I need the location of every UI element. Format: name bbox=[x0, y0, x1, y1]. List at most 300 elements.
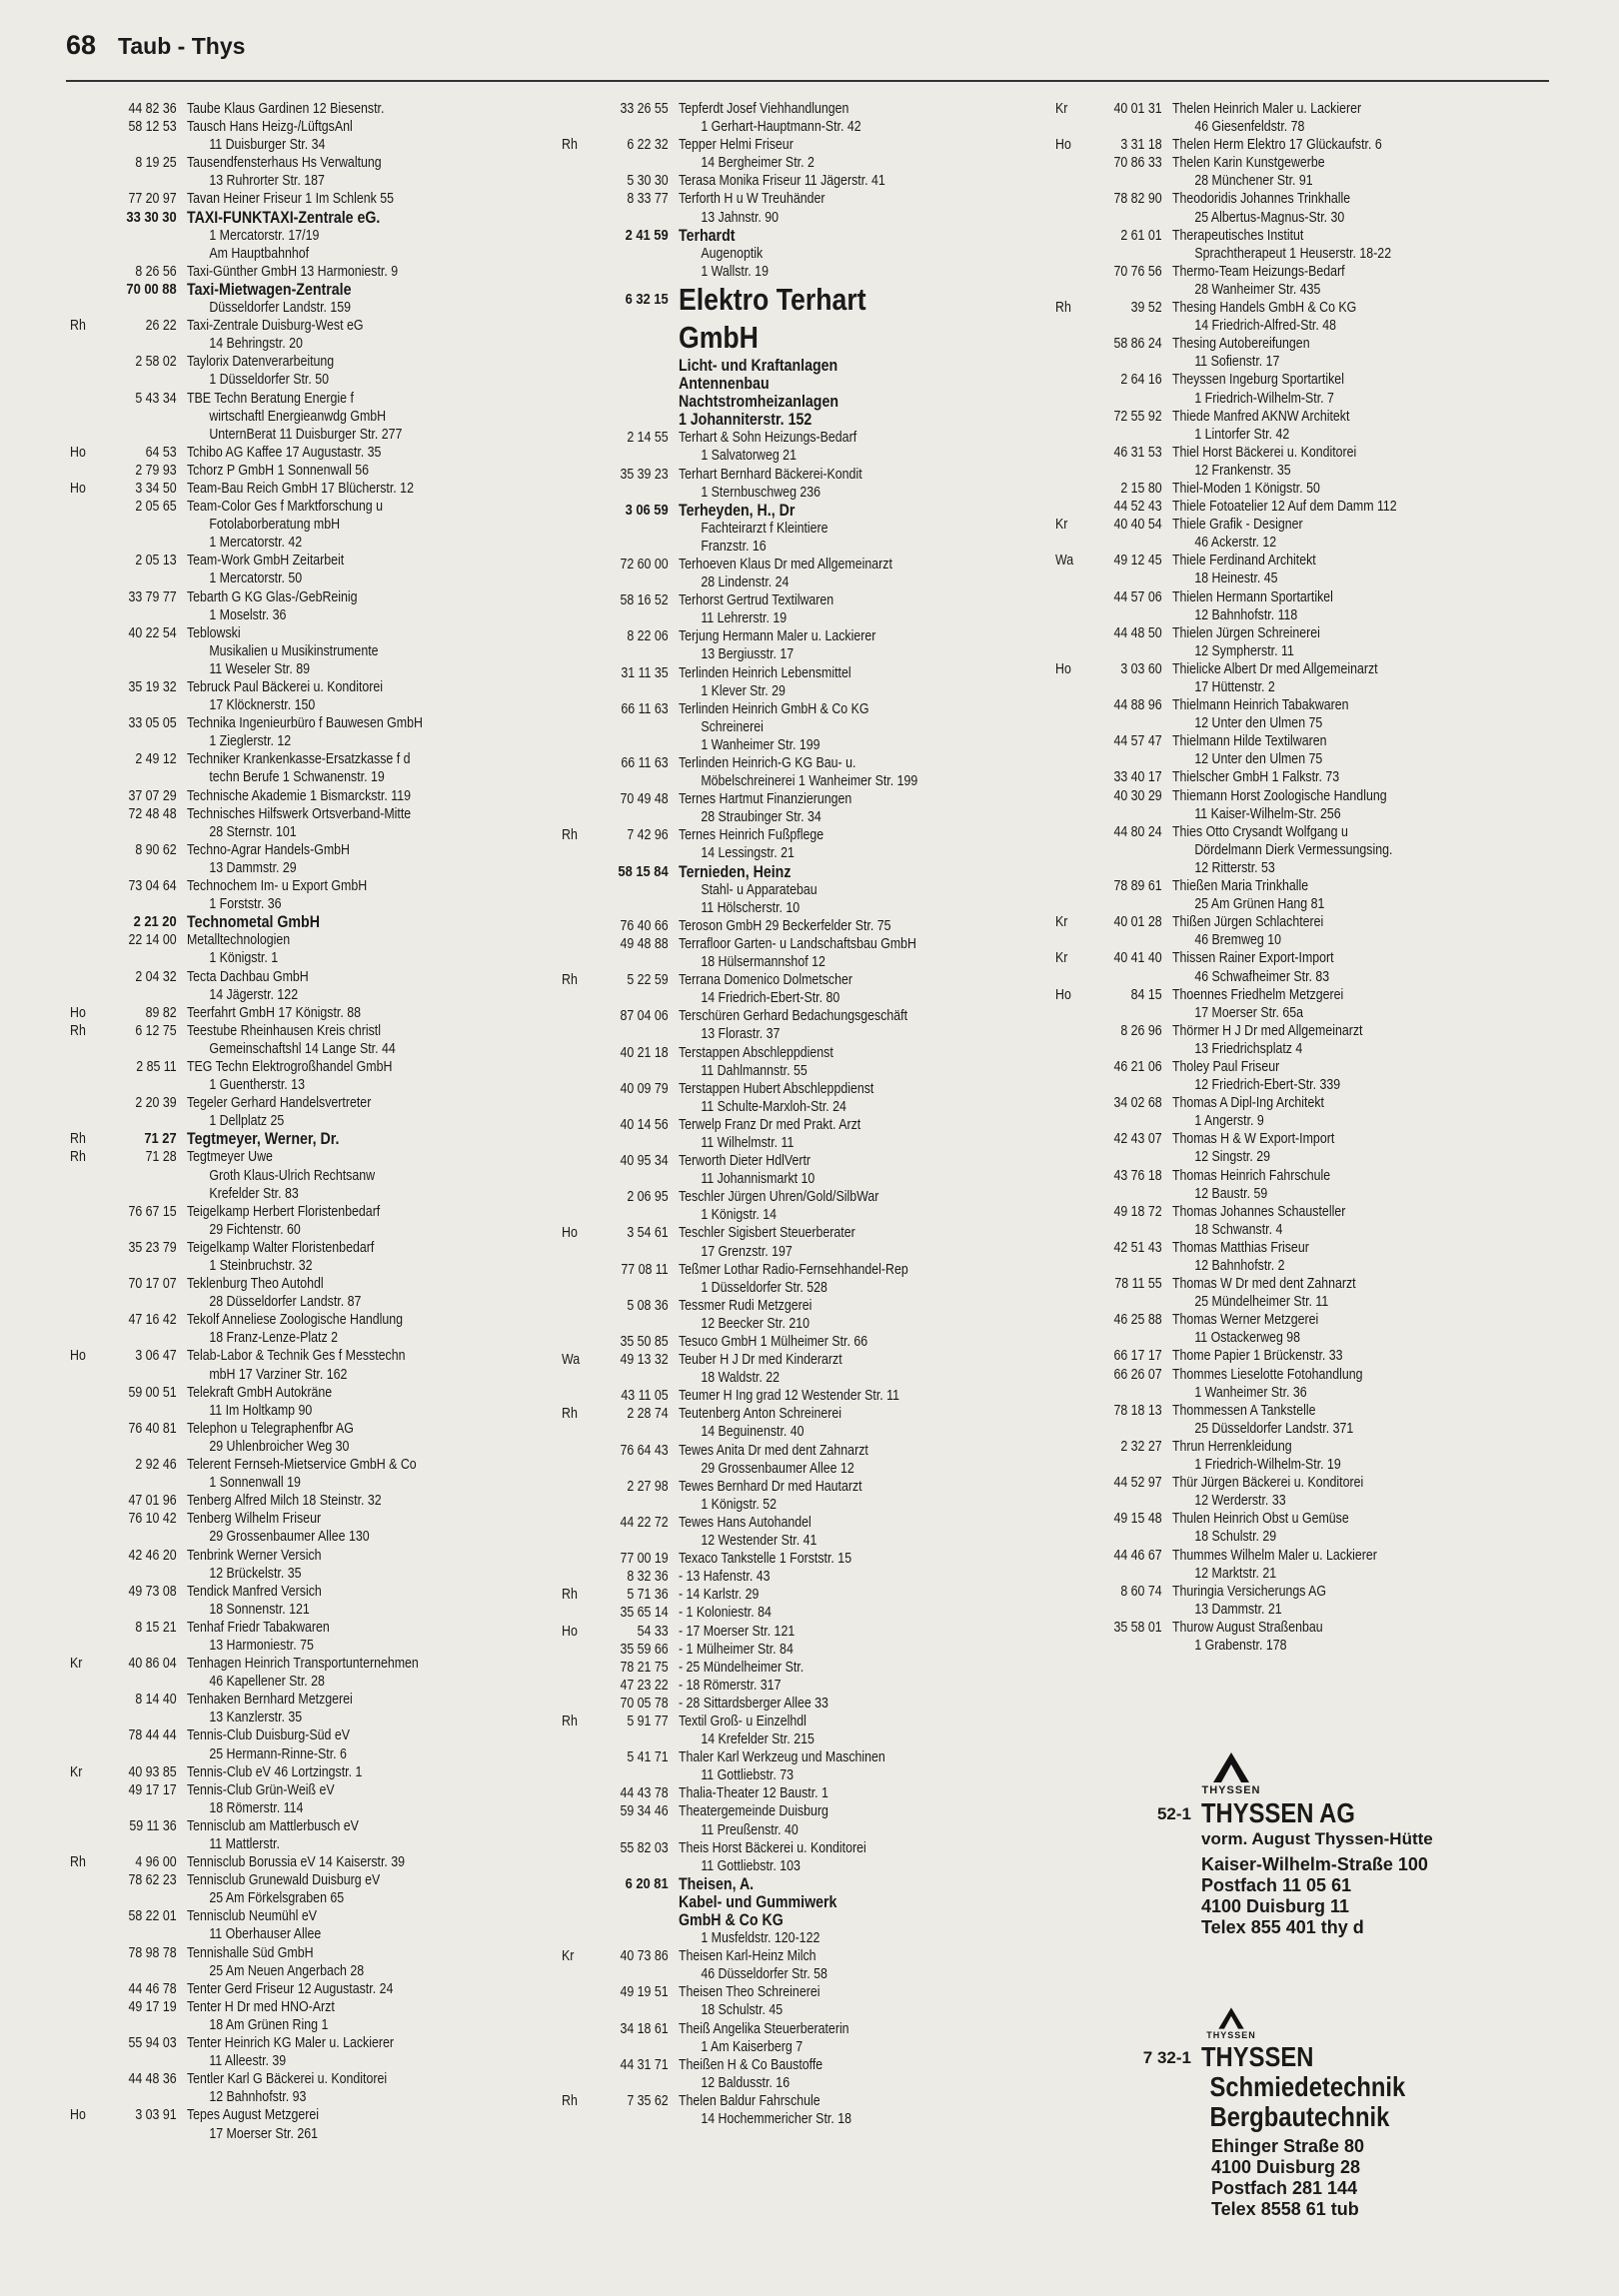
phone-number: 2 79 93 bbox=[135, 462, 177, 479]
listing-text bbox=[1172, 787, 1537, 823]
listing-entry bbox=[1055, 1547, 1537, 1583]
listing-name: Thoennes Friedhelm Metzgerei bbox=[1171, 986, 1344, 1003]
listing-entry bbox=[562, 1044, 1043, 1080]
listing-entry bbox=[562, 172, 1043, 190]
listing-name: Tennis-Club Duisburg-Süd eV bbox=[186, 1727, 350, 1744]
listing-detail: 13 Friedrichsplatz 4 bbox=[1194, 1040, 1303, 1057]
listing-entry bbox=[70, 353, 552, 389]
district-prefix bbox=[562, 2056, 598, 2092]
phone-number: 5 41 71 bbox=[627, 1749, 669, 1766]
listing-text bbox=[187, 968, 552, 1004]
listing-detail: 14 Lessingstr. 21 bbox=[701, 845, 795, 862]
phone-number: 64 53 bbox=[145, 444, 177, 461]
listing-name: Taube Klaus Gardinen 12 Biesenstr. bbox=[186, 101, 385, 117]
listing-detail: 11 Gottliebstr. 73 bbox=[701, 1767, 794, 1784]
listing-entry bbox=[70, 1239, 552, 1275]
listing-text bbox=[679, 2020, 1043, 2056]
listing-detail: 25 Mündelheimer Str. 11 bbox=[1194, 1294, 1329, 1311]
listing-entry bbox=[1055, 877, 1537, 913]
listing-entry bbox=[1055, 100, 1537, 136]
listing-entry bbox=[70, 1384, 552, 1420]
listing-name: Thomas Matthias Friseur bbox=[1171, 1239, 1309, 1256]
listing-name: Technochem Im- u Export GmbH bbox=[186, 878, 368, 895]
header-rule bbox=[66, 80, 1549, 82]
page-header bbox=[66, 30, 245, 70]
district-prefix bbox=[562, 627, 598, 663]
listing-name: Thelen Heinrich Maler u. Lackierer bbox=[1171, 101, 1362, 117]
district-prefix bbox=[70, 1781, 106, 1817]
listing-entry bbox=[562, 1007, 1043, 1043]
district-prefix bbox=[562, 1261, 598, 1297]
listing-detail: 1 Angerstr. 9 bbox=[1194, 1113, 1264, 1130]
phone-number: 78 18 13 bbox=[1113, 1402, 1162, 1419]
listing-text bbox=[1172, 1402, 1537, 1438]
listing-entry bbox=[1055, 190, 1537, 226]
district-prefix bbox=[70, 390, 106, 444]
listing-detail: Kabel- und Gummiwerk bbox=[678, 1892, 837, 1911]
listing-name: - 17 Moerser Str. 121 bbox=[678, 1623, 796, 1640]
district-prefix bbox=[562, 1568, 598, 1586]
listing-text bbox=[187, 444, 552, 462]
district-prefix bbox=[1055, 1366, 1091, 1402]
district-prefix bbox=[562, 1983, 598, 2019]
listing-name: Taxi-Günther GmbH 13 Harmoniestr. 9 bbox=[186, 263, 399, 280]
phone-number: 2 41 59 bbox=[625, 226, 669, 244]
listing-entry bbox=[70, 1944, 552, 1980]
listing-name: Tholey Paul Friseur bbox=[1171, 1058, 1280, 1075]
listing-text bbox=[187, 1420, 552, 1456]
district-prefix bbox=[1055, 768, 1091, 786]
listing-detail: 12 Ritterstr. 53 bbox=[1194, 859, 1275, 876]
listing-entry bbox=[70, 787, 552, 805]
listing-name: Theiß Angelika Steuerberaterin bbox=[678, 2020, 849, 2037]
phone-number: 2 58 02 bbox=[135, 354, 177, 371]
listing-entry bbox=[562, 664, 1043, 700]
listing-detail: wirtschaftl Energieanwdg GmbH bbox=[209, 408, 387, 425]
listing-name: Teutenberg Anton Schreinerei bbox=[678, 1406, 842, 1423]
district-prefix bbox=[70, 1239, 106, 1275]
listing-name: Thielicke Albert Dr med Allgemeinarzt bbox=[1171, 660, 1378, 677]
listing-text bbox=[187, 498, 552, 552]
listing-detail: 17 Hüttenstr. 2 bbox=[1194, 679, 1275, 695]
listing-name: Thiele Fotoatelier 12 Auf dem Damm 112 bbox=[1171, 499, 1397, 516]
listing-name: Tenberg Wilhelm Friseur bbox=[186, 1511, 322, 1528]
listing-name: Terjung Hermann Maler u. Lackierer bbox=[678, 628, 876, 645]
listing-text bbox=[1172, 371, 1537, 407]
listing-name: Ternieden, Heinz bbox=[678, 862, 792, 881]
listing-text bbox=[1172, 1510, 1537, 1546]
ad-company-name: THYSSEN bbox=[1201, 2041, 1314, 2072]
listing-name: Tegtmeyer Uwe bbox=[186, 1149, 273, 1166]
phone-number: 71 27 bbox=[144, 1130, 177, 1148]
phone-number: 71 28 bbox=[145, 1149, 177, 1166]
listing-name: Tekolf Anneliese Zoologische Handlung bbox=[186, 1312, 403, 1329]
listing-name: Terwelp Franz Dr med Prakt. Arzt bbox=[678, 1116, 861, 1133]
district-prefix bbox=[1055, 787, 1091, 823]
district-prefix bbox=[562, 1748, 598, 1784]
phone-number: 78 62 23 bbox=[128, 1872, 177, 1889]
listing-name: Thiede Manfred AKNW Architekt bbox=[1171, 408, 1350, 425]
listing-detail: 1 Musfeldstr. 120-122 bbox=[701, 1930, 820, 1947]
listing-entry bbox=[70, 498, 552, 552]
phone-number: 34 02 68 bbox=[1113, 1095, 1162, 1112]
listing-detail: 18 Römerstr. 114 bbox=[209, 1799, 304, 1816]
listing-name: Technische Akademie 1 Bismarckstr. 119 bbox=[186, 787, 411, 804]
listing-detail: 18 Franz-Lenze-Platz 2 bbox=[209, 1330, 338, 1347]
listing-entry bbox=[70, 1275, 552, 1311]
district-prefix bbox=[1055, 1203, 1091, 1239]
district-prefix bbox=[562, 227, 598, 281]
listing-name: Thelen Herm Elektro 17 Glückaufstr. 6 bbox=[1171, 137, 1382, 154]
listing-entry bbox=[70, 1726, 552, 1762]
listing-detail: 18 Am Grünen Ring 1 bbox=[209, 2016, 329, 2033]
listing-entry bbox=[70, 1094, 552, 1130]
ad-phone-number: 7 32-1 bbox=[1142, 2048, 1191, 2067]
listing-detail: 12 Baldusstr. 16 bbox=[701, 2074, 791, 2091]
listing-detail: 29 Grossenbaumer Allee 130 bbox=[209, 1529, 370, 1546]
listing-detail: 11 Ostackerweg 98 bbox=[1194, 1330, 1301, 1347]
listing-text bbox=[1172, 190, 1537, 226]
listing-text bbox=[679, 1839, 1043, 1875]
listing-text bbox=[187, 1203, 552, 1239]
listing-name: Team-Color Ges f Marktforschung u bbox=[186, 499, 383, 516]
listing-text bbox=[679, 556, 1043, 591]
district-prefix bbox=[1055, 498, 1091, 516]
district-prefix: Kr bbox=[1055, 101, 1068, 117]
listing-detail: 12 Marktstr. 21 bbox=[1194, 1565, 1277, 1582]
listing-entry bbox=[70, 480, 552, 498]
listing-name: Thaler Karl Werkzeug und Maschinen bbox=[678, 1749, 885, 1766]
listing-detail: Gemeinschaftshl 14 Lange Str. 44 bbox=[209, 1040, 396, 1057]
listing-detail: 11 Lehrerstr. 19 bbox=[701, 610, 788, 627]
listing-name: Ternes Hartmut Finanzierungen bbox=[678, 791, 852, 808]
phone-number: 43 76 18 bbox=[1113, 1167, 1162, 1184]
listing-column-3 bbox=[1055, 100, 1540, 1655]
phone-number: 35 50 85 bbox=[620, 1334, 669, 1350]
phone-number: 35 19 32 bbox=[128, 679, 177, 695]
listing-name: Texaco Tankstelle 1 Forststr. 15 bbox=[678, 1551, 852, 1568]
phone-number: 47 23 22 bbox=[620, 1677, 669, 1694]
listing-text bbox=[187, 1763, 552, 1781]
listing-name: TBE Techn Beratung Energie f bbox=[186, 390, 354, 407]
phone-number: 4 96 00 bbox=[135, 1854, 177, 1871]
listing-text bbox=[679, 1784, 1043, 1802]
listing-entry bbox=[1055, 1058, 1537, 1094]
listing-text bbox=[679, 1297, 1043, 1333]
listing-detail: 14 Behringstr. 20 bbox=[209, 336, 303, 353]
listing-entry bbox=[70, 317, 552, 353]
district-prefix bbox=[70, 209, 106, 263]
phone-number: 44 43 78 bbox=[620, 1785, 669, 1802]
listing-entry bbox=[562, 917, 1043, 935]
listing-name: Tausch Hans Heizg-/LüftgsAnl bbox=[186, 119, 353, 136]
listing-name: Thür Jürgen Bäckerei u. Konditorei bbox=[1171, 1475, 1364, 1492]
listing-text bbox=[1172, 335, 1537, 371]
listing-text bbox=[679, 1568, 1043, 1586]
listing-entry bbox=[562, 190, 1043, 226]
listing-name: Tegeler Gerhard Handelsvertreter bbox=[186, 1095, 372, 1112]
district-prefix: Ho bbox=[1055, 986, 1071, 1003]
district-prefix: Ho bbox=[70, 1348, 86, 1365]
listing-entry bbox=[1055, 480, 1537, 498]
district-prefix: Kr bbox=[70, 1763, 83, 1780]
district-prefix: Wa bbox=[1055, 553, 1074, 570]
ad-company-name: THYSSEN AG bbox=[1201, 1797, 1355, 1828]
listing-name: - 1 Mülheimer Str. 84 bbox=[678, 1641, 794, 1658]
listing-entry bbox=[70, 931, 552, 967]
listing-detail: 29 Uhlenbroicher Weg 30 bbox=[209, 1438, 350, 1455]
listing-name: Terhart Bernhard Bäckerei-Kondit bbox=[678, 466, 862, 483]
listing-text bbox=[679, 1641, 1043, 1659]
listing-text bbox=[187, 1384, 552, 1420]
listing-text bbox=[679, 1351, 1043, 1387]
listing-detail: 1 Königstr. 52 bbox=[701, 1496, 778, 1513]
phone-number: 42 43 07 bbox=[1113, 1131, 1162, 1148]
listing-entry bbox=[70, 714, 552, 750]
listing-entry bbox=[70, 1148, 552, 1202]
listing-text bbox=[187, 2106, 552, 2142]
listing-name: Thielen Jürgen Schreinerei bbox=[1171, 624, 1320, 641]
district-prefix: Ho bbox=[1055, 137, 1071, 154]
listing-entry bbox=[1055, 913, 1537, 949]
district-prefix bbox=[562, 1478, 598, 1514]
listing-entry bbox=[562, 556, 1043, 591]
phone-number: 58 86 24 bbox=[1113, 336, 1162, 353]
listing-name: Thelen Baldur Fahrschule bbox=[678, 2092, 820, 2109]
listing-name: Theis Horst Bäckerei u. Konditorei bbox=[678, 1839, 866, 1856]
district-prefix bbox=[1055, 1438, 1091, 1474]
listing-detail: Krefelder Str. 83 bbox=[209, 1185, 299, 1202]
phone-number: 66 11 63 bbox=[621, 700, 669, 717]
phone-number: 40 41 40 bbox=[1113, 950, 1162, 967]
district-prefix bbox=[562, 1152, 598, 1188]
listing-text bbox=[1172, 408, 1537, 444]
listing-entry bbox=[562, 2020, 1043, 2056]
phone-number: 5 08 36 bbox=[627, 1297, 669, 1314]
listing-text bbox=[679, 1080, 1043, 1116]
listing-entry bbox=[562, 1188, 1043, 1224]
listing-entry bbox=[562, 1947, 1043, 1983]
listing-entry bbox=[562, 700, 1043, 754]
listing-name: Thissen Rainer Export-Import bbox=[1171, 950, 1334, 967]
district-prefix bbox=[562, 1677, 598, 1695]
listing-text bbox=[187, 750, 552, 786]
listing-entry bbox=[1055, 1438, 1537, 1474]
listing-detail: Augenoptik bbox=[701, 245, 764, 262]
listing-entry bbox=[1055, 660, 1537, 696]
district-prefix bbox=[1055, 1619, 1091, 1655]
listing-entry bbox=[1055, 787, 1537, 823]
listing-entry bbox=[70, 1203, 552, 1239]
phone-number: 49 17 19 bbox=[128, 1998, 177, 2015]
listing-detail: 29 Fichtenstr. 60 bbox=[209, 1221, 301, 1238]
listing-text bbox=[187, 118, 552, 154]
phone-number: 33 79 77 bbox=[128, 588, 177, 605]
listing-name: Teblowski bbox=[186, 624, 241, 641]
listing-name: Terrana Domenico Dolmetscher bbox=[678, 972, 852, 989]
phone-number: 2 92 46 bbox=[135, 1457, 177, 1474]
listing-text bbox=[1172, 444, 1537, 480]
district-prefix bbox=[1055, 408, 1091, 444]
listing-text bbox=[1172, 1203, 1537, 1239]
listing-detail: Musikalien u Musikinstrumente bbox=[209, 642, 379, 659]
listing-entry bbox=[70, 1619, 552, 1655]
phone-number: 40 01 28 bbox=[1113, 914, 1162, 931]
district-prefix bbox=[1055, 371, 1091, 407]
listing-name: Tewes Hans Autohandel bbox=[678, 1514, 811, 1531]
phone-number: 66 11 63 bbox=[621, 755, 669, 771]
district-prefix bbox=[562, 1116, 598, 1152]
listing-text bbox=[187, 1275, 552, 1311]
listing-name: - 18 Römerstr. 317 bbox=[678, 1677, 782, 1694]
listing-detail: 1 Dellplatz 25 bbox=[209, 1113, 285, 1130]
listing-entry bbox=[70, 1907, 552, 1943]
listing-text bbox=[187, 588, 552, 624]
listing-detail: 12 Westender Str. 41 bbox=[701, 1533, 817, 1550]
district-prefix bbox=[70, 263, 106, 281]
listing-entry bbox=[562, 1659, 1043, 1677]
listing-detail: 11 Im Holtkamp 90 bbox=[209, 1402, 313, 1419]
listing-text bbox=[187, 1817, 552, 1853]
listing-name: Terhart & Sohn Heizungs-Bedarf bbox=[678, 430, 857, 447]
listing-name: Telerent Fernseh-Mietservice GmbH & Co bbox=[186, 1457, 417, 1474]
listing-detail: 28 Straubinger Str. 34 bbox=[701, 809, 821, 826]
district-prefix bbox=[70, 1420, 106, 1456]
listing-entry bbox=[1055, 227, 1537, 263]
listing-entry bbox=[562, 826, 1043, 862]
listing-name: Thomas Heinrich Fahrschule bbox=[1171, 1167, 1331, 1184]
district-prefix bbox=[562, 1604, 598, 1622]
district-prefix bbox=[562, 556, 598, 591]
phone-number: 77 08 11 bbox=[621, 1261, 669, 1278]
listing-detail: Stahl- u Apparatebau bbox=[701, 881, 817, 898]
listing-name: TEG Techn Elektrogroßhandel GmbH bbox=[186, 1058, 393, 1075]
listing-text bbox=[187, 1998, 552, 2034]
listing-text bbox=[679, 1224, 1043, 1260]
listing-entry bbox=[70, 1004, 552, 1022]
listing-text bbox=[1172, 986, 1537, 1022]
listing-detail: Antennenbau bbox=[678, 375, 770, 394]
listing-name: Techno-Agrar Handels-GmbH bbox=[186, 841, 350, 858]
listing-text bbox=[187, 317, 552, 353]
listing-entry bbox=[70, 552, 552, 587]
listing-name: Tendick Manfred Versich bbox=[186, 1583, 322, 1600]
listing-text bbox=[1172, 154, 1537, 190]
listing-name: Terstappen Abschleppdienst bbox=[678, 1044, 833, 1061]
listing-entry bbox=[1055, 299, 1537, 335]
listing-text bbox=[1172, 263, 1537, 299]
phone-number: 44 80 24 bbox=[1113, 823, 1162, 840]
listing-detail: 1 Grabenstr. 178 bbox=[1194, 1637, 1287, 1654]
listing-entry bbox=[70, 588, 552, 624]
phone-number: 55 94 03 bbox=[128, 2035, 177, 2052]
listing-entry bbox=[70, 1980, 552, 1998]
listing-entry bbox=[70, 1347, 552, 1383]
phone-number: 78 89 61 bbox=[1113, 878, 1162, 895]
phone-number: 2 20 39 bbox=[135, 1095, 177, 1112]
district-prefix: Rh bbox=[562, 2092, 578, 2109]
listing-text bbox=[679, 1442, 1043, 1478]
phone-number: 70 00 88 bbox=[126, 280, 177, 298]
phone-number: 33 30 30 bbox=[126, 208, 177, 226]
listing-text bbox=[679, 1875, 1043, 1947]
listing-entry bbox=[562, 1641, 1043, 1659]
district-prefix bbox=[70, 498, 106, 552]
listing-name: Thuringia Versicherungs AG bbox=[1171, 1583, 1327, 1600]
listing-name: Theisen Theo Schreinerei bbox=[678, 1984, 820, 2001]
district-prefix bbox=[562, 1802, 598, 1838]
listing-name: Thommes Lieselotte Fotohandlung bbox=[1171, 1366, 1363, 1383]
phone-number: 49 17 17 bbox=[128, 1781, 177, 1798]
district-prefix bbox=[562, 591, 598, 627]
listing-entry bbox=[1055, 444, 1537, 480]
phone-number: 78 82 90 bbox=[1113, 191, 1162, 208]
phone-number: 44 52 97 bbox=[1113, 1475, 1162, 1492]
listing-detail: 11 Preußenstr. 40 bbox=[701, 1821, 799, 1838]
listing-text bbox=[679, 754, 1043, 790]
listing-entry bbox=[70, 154, 552, 190]
listing-name: Thielmann Heinrich Tabakwaren bbox=[1171, 697, 1349, 714]
listing-entry bbox=[1055, 1022, 1537, 1058]
district-prefix: Ho bbox=[562, 1225, 578, 1242]
listing-detail: 13 Kanzlerstr. 35 bbox=[209, 1710, 303, 1726]
phone-number: 2 49 12 bbox=[135, 751, 177, 768]
listing-detail: 1 Sternbuschweg 236 bbox=[701, 484, 821, 501]
district-prefix bbox=[1055, 1474, 1091, 1510]
listing-detail: 13 Bergiusstr. 17 bbox=[701, 646, 795, 663]
listing-detail: 25 Düsseldorfer Landstr. 371 bbox=[1194, 1420, 1354, 1437]
district-prefix bbox=[70, 1691, 106, 1726]
listing-detail: Schreinerei bbox=[701, 718, 764, 735]
phone-number: 76 40 66 bbox=[620, 917, 669, 934]
listing-text bbox=[187, 209, 552, 263]
phone-number: 35 39 23 bbox=[620, 466, 669, 483]
listing-entry bbox=[562, 1802, 1043, 1838]
listing-entry bbox=[70, 2034, 552, 2070]
listing-name: Terhoeven Klaus Dr med Allgemeinarzt bbox=[678, 556, 892, 573]
district-prefix bbox=[562, 1514, 598, 1550]
phone-number: 35 58 01 bbox=[1113, 1619, 1162, 1636]
ad-address: Kaiser-Wilhelm-Straße 100 Postfach 11 05 61 4100 Duisburg 11 Telex 855 401 thy d bbox=[1201, 1854, 1428, 1937]
phone-number: 2 05 13 bbox=[135, 553, 177, 570]
listing-text bbox=[1172, 1619, 1537, 1655]
listing-entry bbox=[70, 805, 552, 841]
district-prefix bbox=[70, 1510, 106, 1546]
listing-detail: Groth Klaus-Ulrich Rechtsanw bbox=[209, 1167, 376, 1184]
listing-name: Taxi-Mietwagen-Zentrale bbox=[186, 280, 352, 299]
listing-text bbox=[679, 1007, 1043, 1043]
phone-number: 49 15 48 bbox=[1113, 1511, 1162, 1528]
listing-entry bbox=[562, 429, 1043, 465]
listing-name: Thies Otto Crysandt Wolfgang u bbox=[1171, 823, 1348, 840]
phone-number: 2 32 27 bbox=[1120, 1438, 1162, 1455]
district-prefix bbox=[1055, 732, 1091, 768]
listing-detail: 1 Johanniterstr. 152 bbox=[678, 411, 812, 430]
listing-name: Tenter Heinrich KG Maler u. Lackierer bbox=[186, 2035, 394, 2052]
listing-name: Thielen Hermann Sportartikel bbox=[1171, 588, 1333, 605]
listing-text bbox=[679, 1188, 1043, 1224]
phone-number: 40 86 04 bbox=[128, 1656, 177, 1673]
listing-text bbox=[187, 931, 552, 967]
listing-name: Thiele Grafik - Designer bbox=[1171, 517, 1303, 534]
phone-number: 78 98 78 bbox=[128, 1944, 177, 1961]
listing-text bbox=[187, 1347, 552, 1383]
phone-number: 89 82 bbox=[145, 1004, 177, 1021]
listing-entry bbox=[562, 1550, 1043, 1568]
listing-name: Tennisclub am Mattlerbusch eV bbox=[186, 1817, 359, 1834]
ad-company-division: Schmiedetechnik bbox=[1209, 2071, 1406, 2102]
listing-name: Elektro Terhart bbox=[678, 281, 866, 317]
